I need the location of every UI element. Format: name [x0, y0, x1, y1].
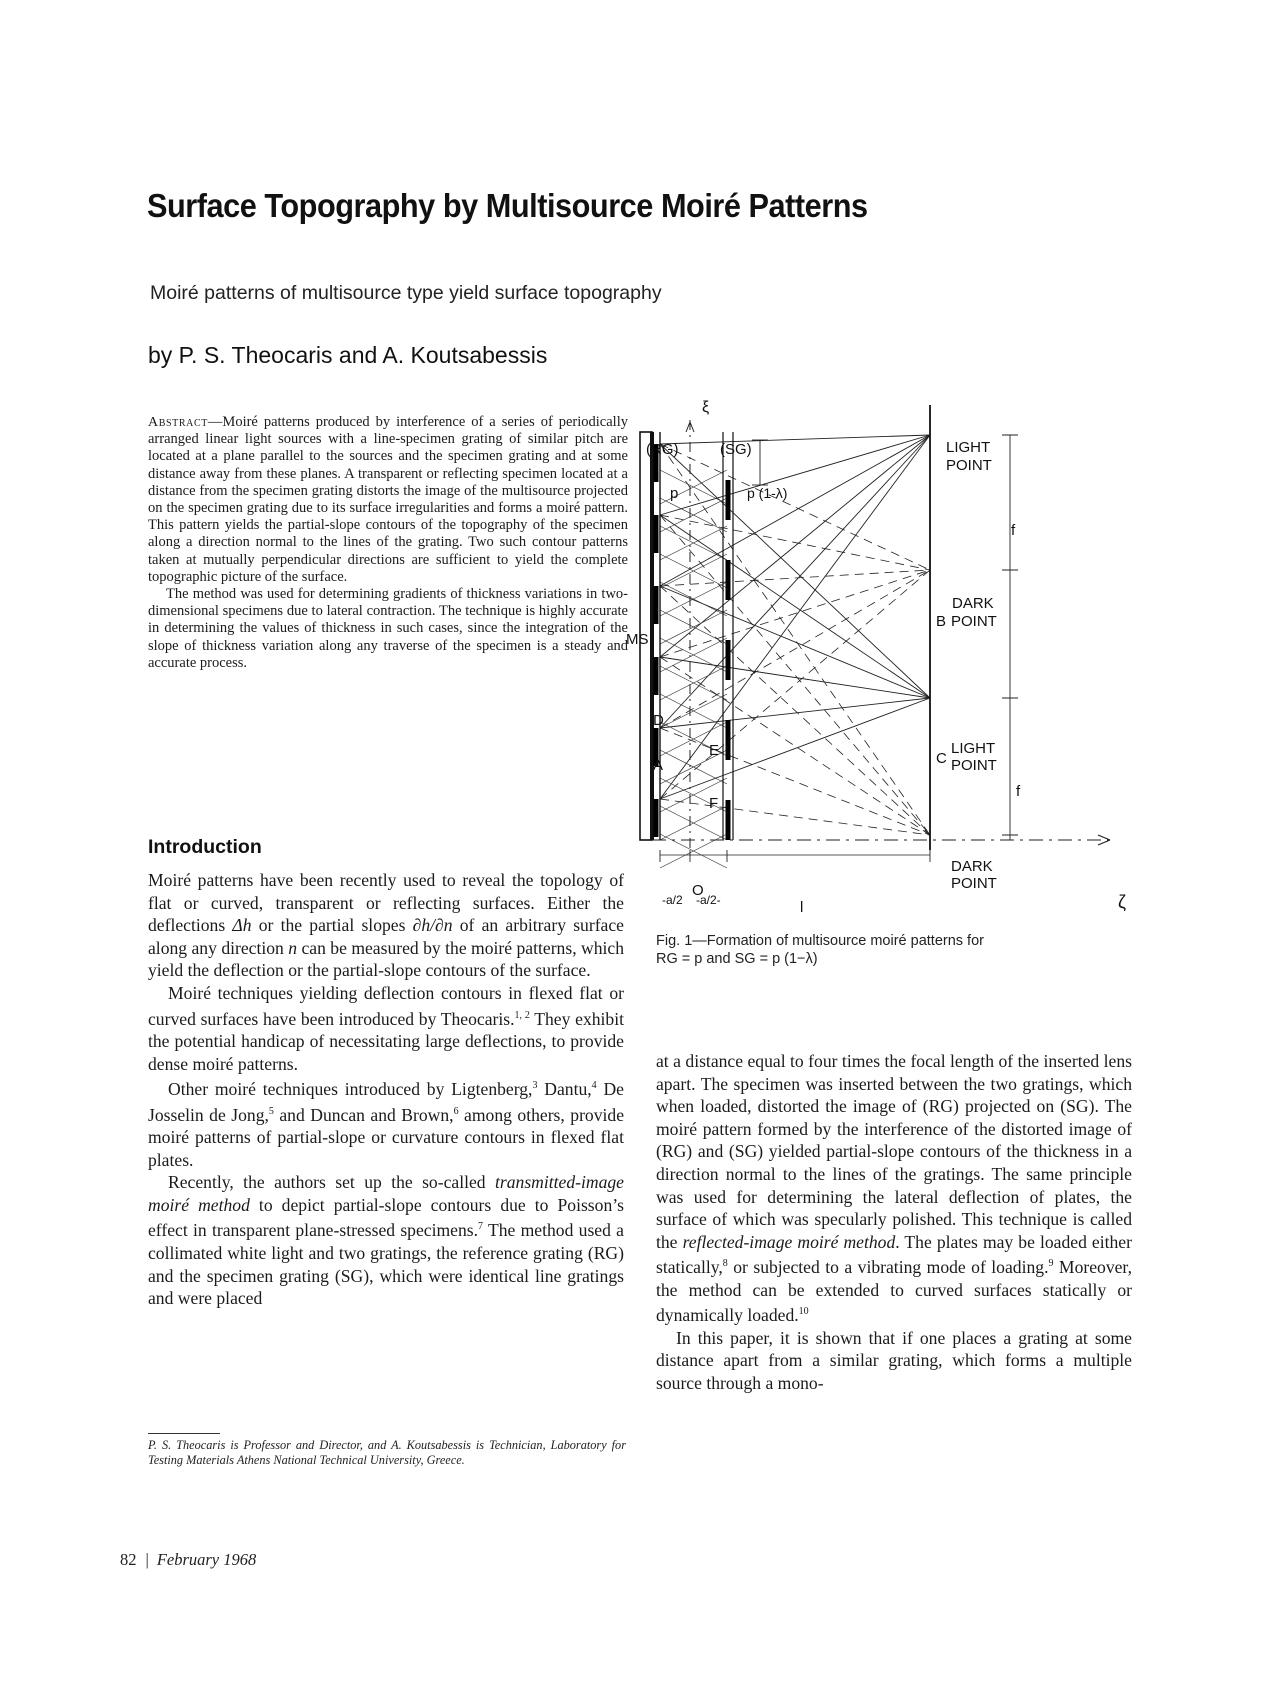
intro-paragraph-4	[148, 1171, 624, 1309]
label-pitch-sg: p (1-λ)	[747, 485, 788, 501]
text-run: of an arbitrary surface along any direction	[148, 915, 624, 958]
text-run: . The plates may be loaded either statically,	[656, 1231, 1132, 1278]
reference-marker: 8	[722, 1258, 728, 1270]
text-run: or subjected to a vibrating mode of loading.	[727, 1257, 1049, 1278]
label-point-d: D	[653, 712, 664, 729]
zeta-arrow-top	[1098, 835, 1110, 840]
ray-line	[660, 657, 930, 698]
label-point-1: POINT	[946, 457, 992, 474]
ray-line	[660, 570, 930, 586]
figure-1	[626, 399, 1140, 920]
xi-arrow-right	[690, 422, 694, 432]
label-xi-axis: ξ	[702, 399, 710, 416]
text-run: among others, provide moiré patterns of partial-slope or curvature contours in flexed flat plates.	[148, 1104, 625, 1170]
ray-line	[660, 515, 930, 835]
text-run: They exhibit the potential handicap of necessitating large deflections, to provide dense moiré patterns.	[148, 1008, 624, 1074]
page-number: 82	[120, 1550, 137, 1569]
figure-1-diagram	[626, 399, 1140, 920]
abstract-dash: —	[207, 414, 223, 430]
label-point-4: POINT	[951, 875, 997, 892]
abstract-paragraph-1	[148, 414, 628, 586]
label-point-c: C	[936, 750, 947, 767]
math-partial-slope: ∂h/∂n	[412, 915, 453, 936]
intro-paragraph-3	[148, 1075, 624, 1171]
reference-marker: 7	[478, 1221, 484, 1233]
label-sg: (SG)	[720, 441, 752, 458]
light-rays	[660, 435, 930, 868]
text-run: Dantu,	[537, 1079, 592, 1100]
issue-date: February 1968	[156, 1550, 257, 1569]
label-point-3: POINT	[951, 757, 997, 774]
label-origin-o: O	[692, 882, 704, 899]
abstract-label: Abstract	[148, 415, 208, 430]
label-point-a: A	[653, 757, 664, 774]
label-pitch-p: p	[670, 485, 679, 502]
label-point-f: F	[709, 795, 719, 812]
method-name: transmitted-image moiré method	[148, 1172, 624, 1215]
zeta-arrow-bottom	[1098, 840, 1110, 845]
reference-marker: 6	[453, 1105, 459, 1117]
right-paragraph-2: In this paper, it is shown that if one places a grating at some distance apart from a similar grating, which forms a multiple source through a mono-	[656, 1327, 1132, 1394]
ray-line	[660, 570, 930, 728]
figure-labels	[626, 399, 1126, 916]
ray-line	[660, 799, 930, 835]
math-direction: n	[288, 937, 298, 958]
label-rg: (RG)	[646, 441, 679, 458]
text-run: The method used a collimated white light and two gratings, the reference grating (RG) and the specimen grating (SG), which were identical line gratings and were placed	[148, 1220, 624, 1309]
intro-paragraph-1	[148, 869, 624, 982]
ray-line	[660, 444, 930, 570]
reference-marker: 4	[591, 1080, 597, 1092]
text-run: Moiré techniques yielding deflection contours in flexed flat or curved surfaces have been introduced by Theocaris.	[148, 982, 624, 1029]
text-run: Moreover, the method can be extended to curved surfaces statically or dynamically loaded.	[656, 1257, 1132, 1326]
text-run: Recently, the authors set up the so-called	[168, 1172, 495, 1193]
text-run: De Josselin de Jong,	[148, 1079, 624, 1125]
ray-line	[660, 444, 930, 835]
caption-line-1: Fig. 1—Formation of multisource moiré patterns for	[656, 933, 984, 949]
label-light-2: LIGHT	[951, 740, 996, 757]
caption-line-2: RG = p and SG = p (1−λ)	[656, 951, 818, 967]
body-column-right	[656, 1050, 1132, 1395]
abstract-text-1: Moiré patterns produced by interference of a series of periodically arranged linear light sources with a line-specimen grating of similar pitch are located at a plane parallel to the sources and the specimen grating and at some distance away from these planes. A transparent or reflecting specimen located at a distance from the specimen grating distorts the image of the multisource projected on the specimen grating due to its surface irregularities and forms a moiré pattern. This pattern yields the partial-slope contours of the topography of the specimen along a direction normal to the lines of the grating. Two such contour patterns taken at mutually perpendicular directions are sufficient to yield the complete topographic picture of the surface.	[148, 414, 628, 585]
text-run: Other moiré techniques introduced by Ligtenberg,	[168, 1079, 533, 1100]
label-half-pitch-2: -a/2-	[696, 893, 721, 907]
reference-marker: 1, 2	[514, 1009, 530, 1021]
text-run: at a distance equal to four times the focal length of the inserted lens apart. The specimen was inserted between the two gratings, which when loaded, distorted the image of (RG) projected on (SG). The moiré pattern formed by the interference of the distorted image of (RG) and (SG) yielded partial-slope contours of the thickness in a direction normal to the lines of the gratings. The same principle was used for determining the lateral deflection of plates, the surface of which was specularly polished. This technique is called the	[656, 1051, 1132, 1252]
footer-separator: |	[145, 1550, 149, 1569]
footnote-rule	[148, 1433, 220, 1434]
label-point-2: POINT	[951, 613, 997, 630]
ray-line	[660, 444, 930, 698]
author-footnote: P. S. Theocaris is Professor and Director, and A. Koutsabessis is Technician, Laboratory for Testing Materials Athens National Technical University, Greece.	[148, 1438, 626, 1467]
paper-title: Surface Topography by Multisource Moiré Patterns	[147, 187, 868, 224]
abstract-paragraph-2: The method was used for determining gradients of thickness variations in two-dimensional specimens due to lateral contraction. The technique is highly accurate in determining the values of thickness in such cases, since the integration of the slope of thickness variation along any traverse of the specimen is a steady and accurate process.	[148, 586, 628, 671]
reference-marker: 5	[268, 1105, 274, 1117]
reference-marker: 9	[1048, 1258, 1054, 1270]
label-point-e: E	[709, 742, 720, 759]
label-focal-f-2: f	[1016, 783, 1021, 800]
text-run: can be measured by the moiré patterns, which yield the deflection or the partial-slope contours of the surface.	[148, 937, 624, 981]
figure-caption	[656, 932, 1096, 968]
section-heading-introduction: Introduction	[148, 836, 262, 858]
ray-line	[660, 570, 930, 657]
ray-line	[660, 435, 930, 444]
text-run: to depict partial-slope contours due to Poisson’s effect in transparent plane-stressed specimens.	[148, 1194, 624, 1241]
paper-authors: by P. S. Theocaris and A. Koutsabessis	[148, 342, 548, 368]
text-run: Moiré patterns have been recently used to reveal the topology of flat or curved, transparent or reflecting surfaces. Either the deflections	[148, 870, 624, 936]
reference-marker: 3	[532, 1080, 538, 1092]
ray-line	[660, 657, 930, 835]
ray-line	[660, 435, 930, 515]
label-multisource: MS	[626, 631, 649, 648]
label-dark-2: DARK	[951, 858, 993, 875]
paper-subtitle: Moiré patterns of multisource type yield surface topography	[150, 282, 662, 304]
math-deflection: Δh	[232, 915, 252, 936]
label-distance-l: l	[800, 899, 804, 916]
label-dark-1: DARK	[952, 595, 994, 612]
label-zeta-axis: ζ	[1118, 892, 1126, 912]
intro-paragraph-2	[148, 982, 624, 1075]
ray-line	[660, 435, 930, 799]
label-light-1: LIGHT	[946, 439, 991, 456]
method-name: reflected-image moiré method	[682, 1231, 896, 1252]
text-run: or the partial slopes	[251, 915, 413, 936]
xi-arrow-left	[686, 422, 690, 432]
right-paragraph-1	[656, 1050, 1132, 1327]
grating-structure	[640, 405, 1110, 862]
label-focal-f-1: f	[1011, 522, 1016, 539]
reference-marker: 10	[798, 1306, 809, 1318]
page-footer	[120, 1550, 256, 1570]
text-run: and Duncan and Brown,	[273, 1104, 454, 1125]
body-column-left	[148, 869, 624, 1310]
label-point-b: B	[936, 613, 947, 630]
abstract	[148, 414, 628, 672]
label-half-pitch-1: -a/2	[662, 893, 683, 907]
